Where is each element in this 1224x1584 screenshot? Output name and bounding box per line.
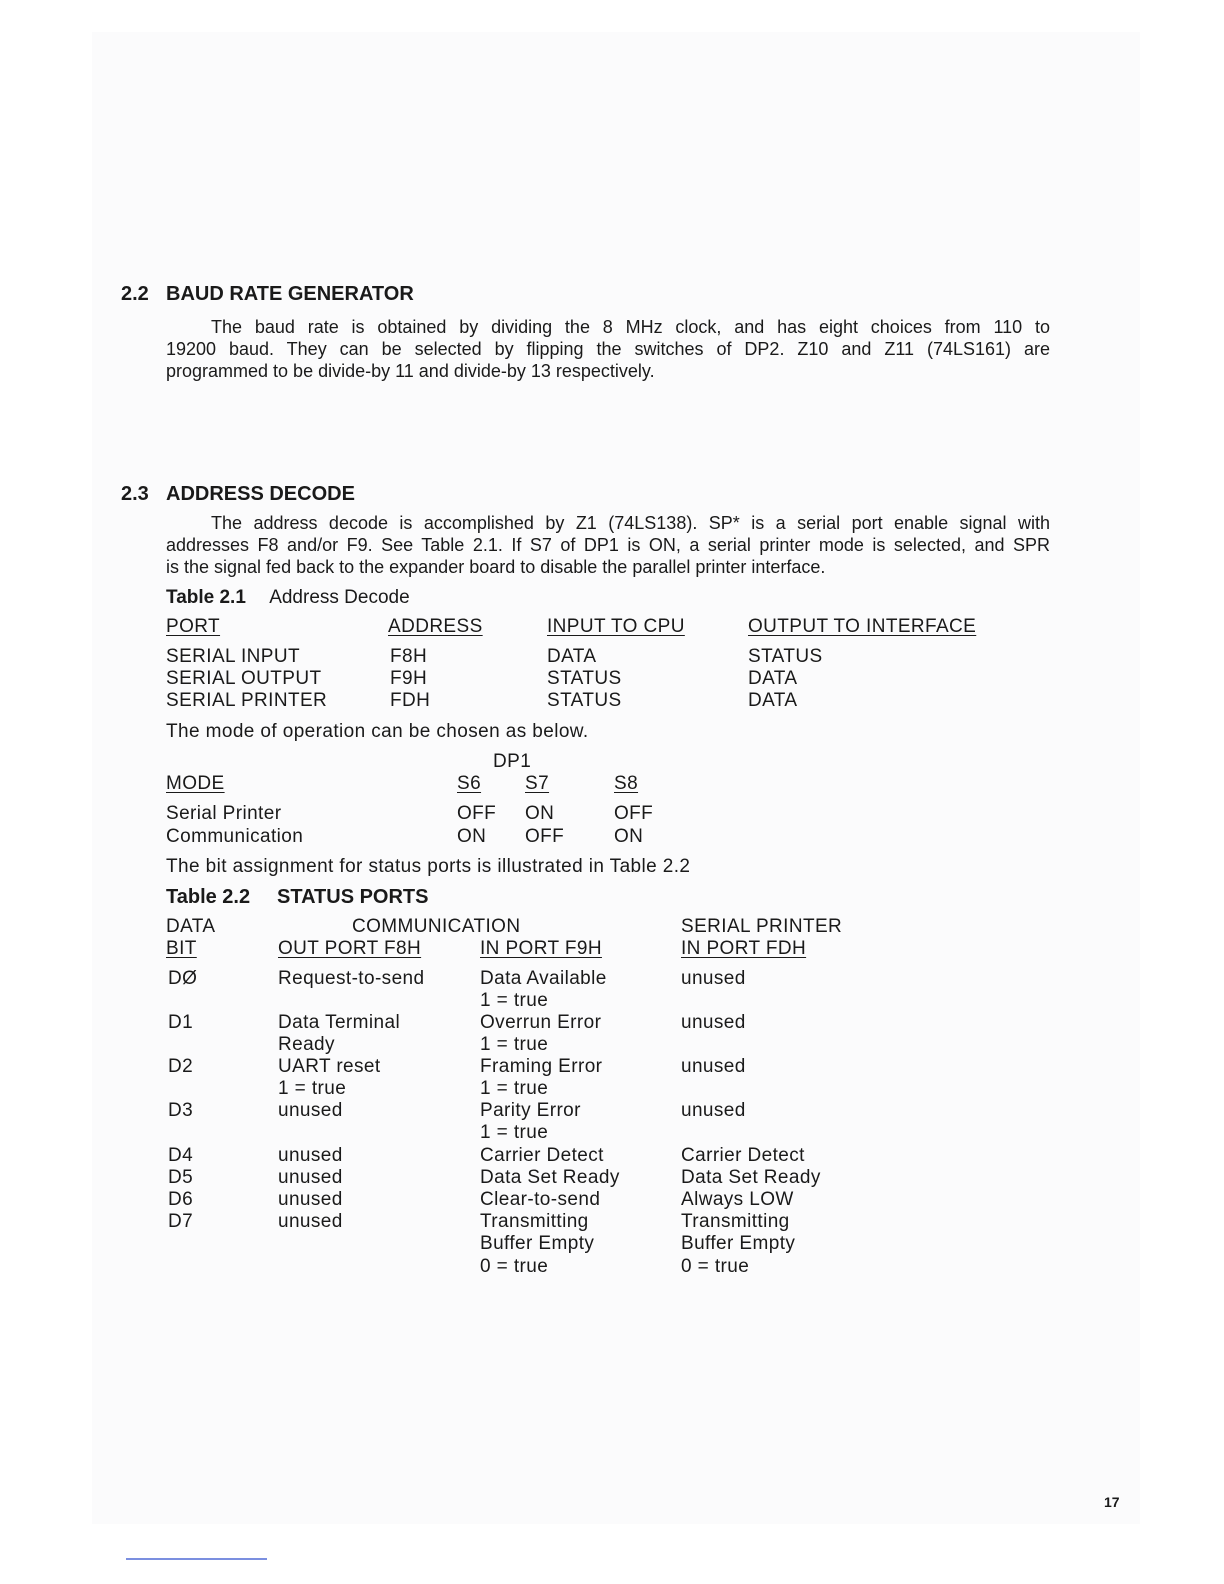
table-cell: OFF: [614, 803, 654, 824]
table-cell: STATUS: [547, 668, 622, 689]
table-cell: F8H: [390, 646, 428, 667]
table-group-header: COMMUNICATION: [352, 916, 521, 937]
page-number: 17: [1104, 1494, 1120, 1510]
section-2-3-title: ADDRESS DECODE: [166, 483, 355, 505]
table-cell: ON: [525, 803, 555, 824]
table-2-1-title: Address Decode: [269, 587, 410, 608]
table-cell: unused: [278, 1189, 343, 1210]
table-group-header: SERIAL PRINTER: [681, 916, 843, 937]
table-cell: ON: [614, 826, 644, 847]
table-2-2-title: STATUS PORTS: [277, 886, 429, 908]
table-cell: unused: [278, 1100, 343, 1121]
table-cell: STATUS: [748, 646, 823, 667]
table-cell: DATA: [748, 668, 798, 689]
table-cell: SERIAL PRINTER: [166, 690, 328, 711]
table-cell: unused: [681, 1012, 746, 1033]
bit-cell: D4: [168, 1145, 194, 1166]
table-header-cell: IN PORT F9H: [480, 938, 602, 959]
bottom-rule: [126, 1558, 267, 1560]
table-cell: 1 = true: [480, 1078, 549, 1099]
table-cell: Data Set Ready: [681, 1167, 821, 1188]
table-cell: Data Available: [480, 968, 607, 989]
table-header-cell: S8: [614, 773, 639, 794]
bit-cell: D5: [168, 1167, 194, 1188]
mode-intro-text: The mode of operation can be chosen as below.: [166, 721, 589, 742]
table-cell: DATA: [547, 646, 597, 667]
table-cell: Transmitting: [681, 1211, 790, 1232]
table-cell: Always LOW: [681, 1189, 794, 1210]
table-cell: unused: [278, 1167, 343, 1188]
table-cell: FDH: [390, 690, 431, 711]
table-cell: UART reset: [278, 1056, 381, 1077]
table-cell: 1 = true: [278, 1078, 347, 1099]
table-cell: Overrun Error: [480, 1012, 602, 1033]
table-header-cell: INPUT TO CPU: [547, 616, 685, 637]
table-cell: Transmitting: [480, 1211, 589, 1232]
bit-cell: D3: [168, 1100, 194, 1121]
bit-cell: DØ: [168, 968, 198, 989]
table-cell: F9H: [390, 668, 428, 689]
section-2-3-number: 2.3: [121, 483, 149, 505]
paragraph-line: programmed to be divide-by 11 and divide-by 13 respectively.: [166, 361, 655, 381]
paragraph-line: is the signal fed back to the expander board to disable the parallel printer interface.: [166, 557, 826, 577]
table-cell: Clear-to-send: [480, 1189, 601, 1210]
table-cell: unused: [278, 1145, 343, 1166]
table-2-2-label: Table 2.2: [166, 886, 251, 908]
table-cell: OFF: [525, 826, 565, 847]
table-cell: SERIAL INPUT: [166, 646, 300, 667]
table-cell: Request-to-send: [278, 968, 425, 989]
table-header-cell: OUT PORT F8H: [278, 938, 422, 959]
table-cell: OFF: [457, 803, 497, 824]
table-cell: unused: [681, 1056, 746, 1077]
section-2-3-paragraph: [166, 512, 1050, 578]
table-header-cell: PORT: [166, 616, 221, 637]
table-header-cell: S7: [525, 773, 550, 794]
table-cell: Communication: [166, 826, 304, 847]
table-cell: Carrier Detect: [681, 1145, 805, 1166]
table-cell: Buffer Empty: [480, 1233, 595, 1254]
table-header-cell: BIT: [166, 938, 197, 959]
table-cell: SERIAL OUTPUT: [166, 668, 322, 689]
table-cell: Data Terminal: [278, 1012, 401, 1033]
table-header-cell: ADDRESS: [388, 616, 483, 637]
table-2-1-label: Table 2.1: [166, 587, 246, 608]
table-cell: unused: [681, 1100, 746, 1121]
table-cell: DATA: [748, 690, 798, 711]
table-2-1-caption: [166, 587, 410, 609]
table-cell: ON: [457, 826, 487, 847]
paragraph-line: The address decode is accomplished by Z1 (74LS138). SP* is a serial port enable signal with: [211, 513, 1050, 533]
table-cell: Framing Error: [480, 1056, 603, 1077]
table-cell: Data Set Ready: [480, 1167, 620, 1188]
table-header-cell: MODE: [166, 773, 225, 794]
table-cell: Parity Error: [480, 1100, 581, 1121]
bit-cell: D2: [168, 1056, 194, 1077]
table-group-header: DATA: [166, 916, 216, 937]
paragraph-line: The baud rate is obtained by dividing the 8 MHz clock, and has eight choices from 110 to: [211, 317, 1050, 337]
table-header-cell: S6: [457, 773, 482, 794]
paragraph-line: addresses F8 and/or F9. See Table 2.1. If S7 of DP1 is ON, a serial printer mode is selected, and SPR: [166, 535, 1050, 555]
bit-cell: D1: [168, 1012, 194, 1033]
table-cell: Ready: [278, 1034, 335, 1055]
table-cell: Carrier Detect: [480, 1145, 604, 1166]
table-cell: unused: [681, 968, 746, 989]
table-cell: 1 = true: [480, 1122, 549, 1143]
bit-cell: D7: [168, 1211, 194, 1232]
section-2-2-number: 2.2: [121, 283, 149, 305]
bit-cell: D6: [168, 1189, 194, 1210]
table-cell: 0 = true: [681, 1256, 750, 1277]
section-2-2-paragraph: [166, 316, 1050, 382]
table-header-cell: OUTPUT TO INTERFACE: [748, 616, 977, 637]
bit-assignment-text: The bit assignment for status ports is illustrated in Table 2.2: [166, 856, 691, 877]
table-cell: Serial Printer: [166, 803, 282, 824]
table-cell: Buffer Empty: [681, 1233, 796, 1254]
table-cell: 1 = true: [480, 990, 549, 1011]
paragraph-line: 19200 baud. They can be selected by flipping the switches of DP2. Z10 and Z11 (74LS161) are: [166, 339, 1050, 359]
table-cell: unused: [278, 1211, 343, 1232]
table-cell: STATUS: [547, 690, 622, 711]
table-cell: 0 = true: [480, 1256, 549, 1277]
section-2-2-title: BAUD RATE GENERATOR: [166, 283, 414, 305]
table-cell: 1 = true: [480, 1034, 549, 1055]
table-header-cell: IN PORT FDH: [681, 938, 807, 959]
mode-table-group-header: DP1: [493, 751, 532, 772]
